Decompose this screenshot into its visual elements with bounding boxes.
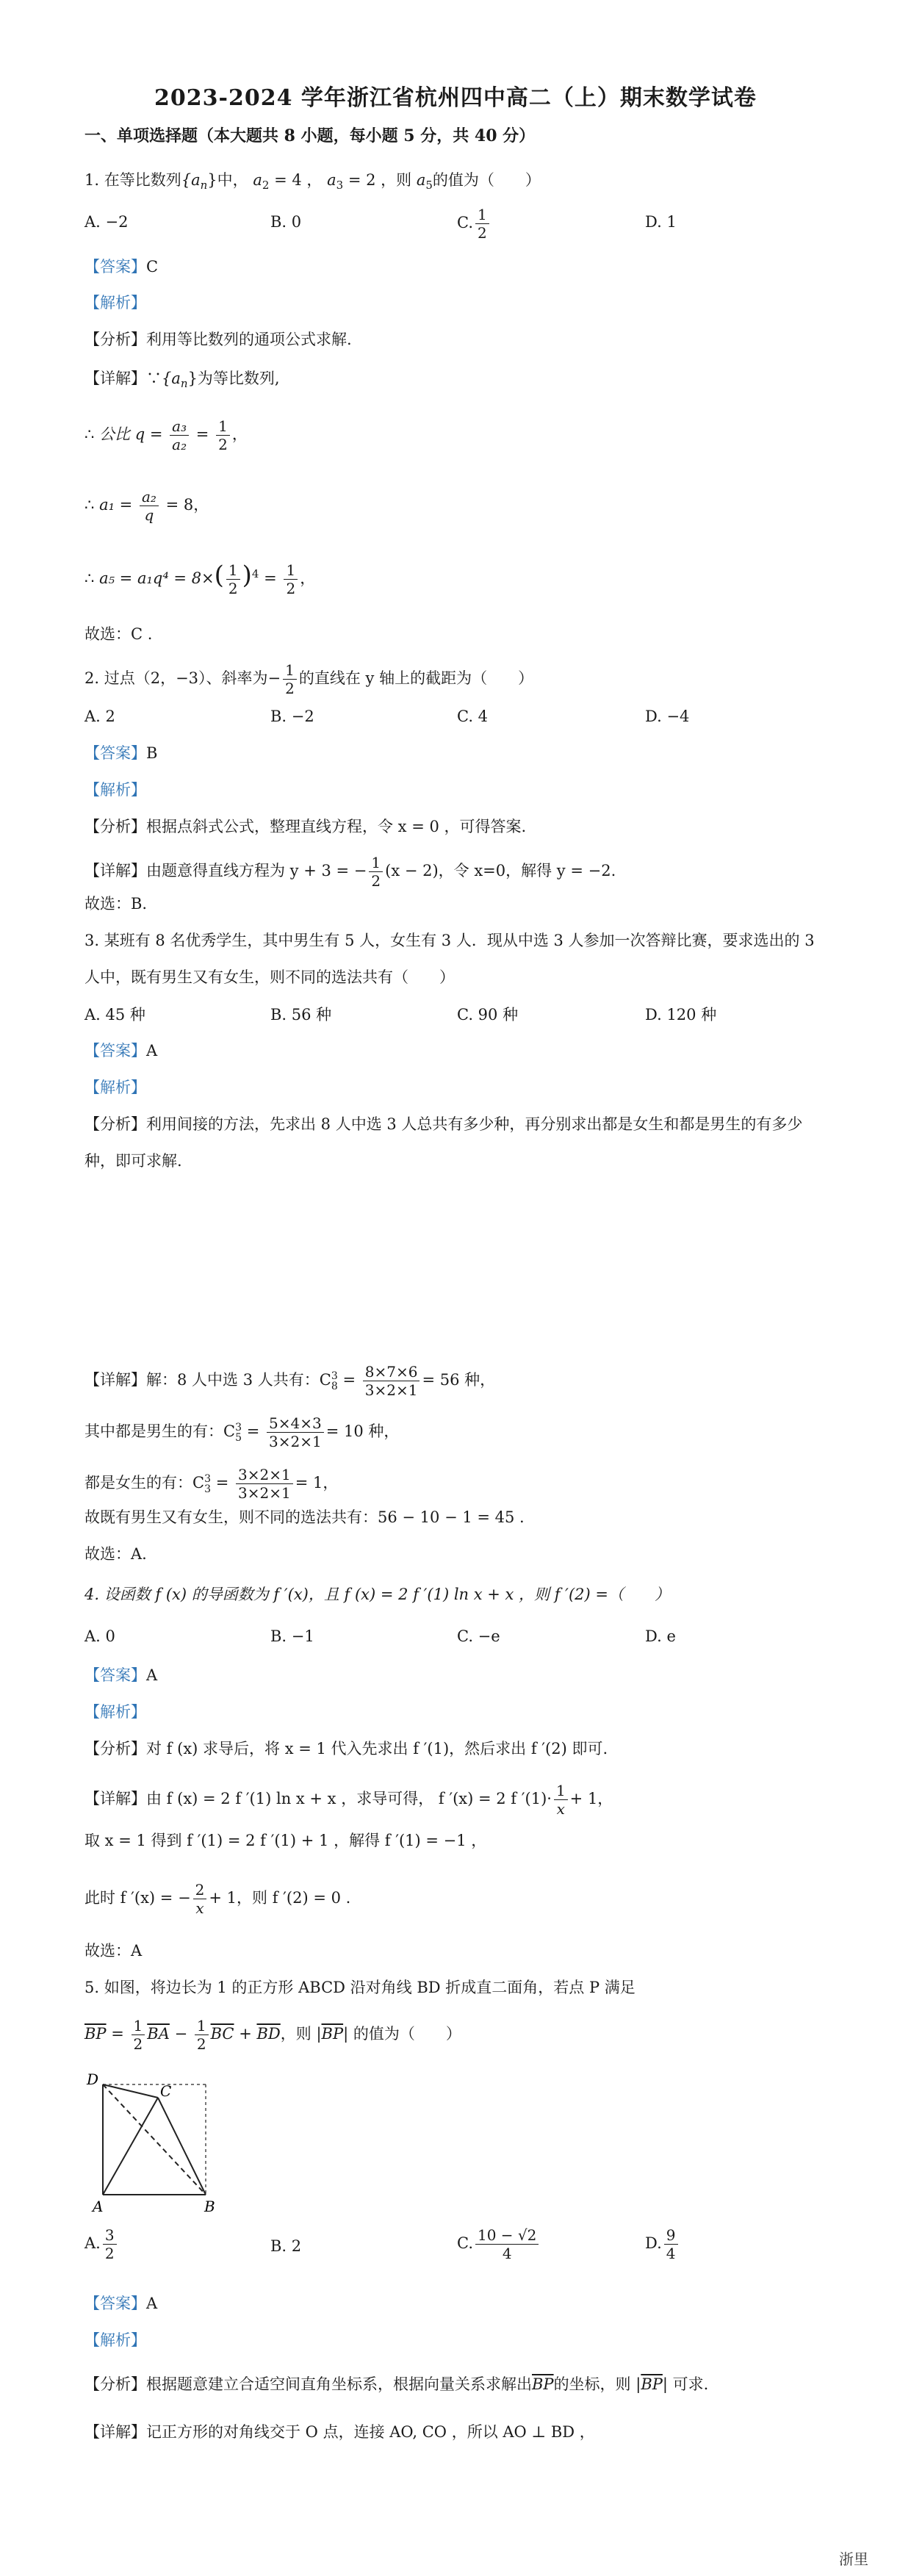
q2-stem: 2. 过点（2，−3）、斜率为− $\frac{1}{2}$ 的直线在 y 轴上的截距为（ ） xyxy=(84,661,534,697)
q5-stem-line1: 5. 如图，将边长为 1 的正方形 ABCD 沿对角线 BD 折成直二面角，若点 P 满足 xyxy=(84,1979,635,1996)
q4-detail-3: 此时 f ′(x) = − $\frac{2}{x}$ + 1，则 f ′(2) = 0 . xyxy=(84,1881,351,1917)
q1-option-c: C. $\frac{1}{2}$ xyxy=(457,206,491,242)
q2-conclusion: 故选：B. xyxy=(84,895,148,913)
q4-fenxi: 【分析】对 f (x) 求导后，将 x = 1 代入先求出 f ′(1)，然后求出 f ′(2) 即可. xyxy=(84,1740,608,1757)
q4-stem: 4. 设函数 f (x) 的导函数为 f ′(x)，且 f (x) = 2 f ′(1) ln x + x ，则 f ′(2) =（ ） xyxy=(84,1586,670,1603)
q4-detail-2: 取 x = 1 得到 f ′(1) = 2 f ′(1) + 1 ，解得 f ′(1) = −1 ， xyxy=(84,1832,487,1849)
q2-option-c: C. 4 xyxy=(457,708,489,725)
q3-fenxi-line1: 【分析】利用间接的方法，先求出 8 人中选 3 人总共有多少种，再分别求出都是女生和都是男生的有多少 xyxy=(84,1115,803,1133)
q4-option-d: D. e xyxy=(645,1627,676,1645)
q3-option-b: B. 56 种 xyxy=(270,1006,332,1023)
q5-option-a: A. $\frac{3}{2}$ xyxy=(84,2226,119,2262)
q5-fenxi: 【分析】根据题意建立合适空间直角坐标系，根据向量关系求解出$\overline{BP}$的坐标，则 $|\overline{BP}|$ 可求. xyxy=(84,2375,709,2393)
q5-detail: 【详解】记正方形的对角线交于 O 点，连接 AO, CO ，所以 AO ⊥ BD ， xyxy=(84,2423,595,2441)
fig-edge-db-dashed xyxy=(103,2084,206,2195)
q2-fenxi: 【分析】根据点斜式公式，整理直线方程，令 x = 0 ，可得答案. xyxy=(84,818,527,835)
fig-edge-dc xyxy=(103,2084,158,2098)
q4-analysis-label: 【解析】 xyxy=(84,1703,146,1721)
q3-option-a: A. 45 种 xyxy=(84,1006,145,1023)
q1-detail-1: 【详解】$\because\{a_n\}$为等比数列, xyxy=(84,370,280,391)
q4-answer: 【答案】A xyxy=(84,1666,158,1684)
q3-detail-4: 故既有男生又有女生，则不同的选法共有：56 − 10 − 1 = 45 . xyxy=(84,1508,525,1526)
section-heading: 一、单项选择题（本大题共 8 小题，每小题 5 分，共 40 分） xyxy=(84,126,536,145)
page-footer: 浙里 xyxy=(839,2550,868,2568)
fig-edge-ca xyxy=(103,2098,158,2195)
q1-conclusion: 故选：C . xyxy=(84,625,153,643)
fig-edge-cb xyxy=(158,2098,206,2195)
q4-detail-1: 【详解】由 f (x) = 2 f ′(1) ln x + x ，求导可得， f ′(x) = 2 f ′(1)· $\frac{1}{x}$ + 1， xyxy=(84,1782,613,1818)
q2-option-a: A. 2 xyxy=(84,708,115,725)
q2-analysis-label: 【解析】 xyxy=(84,781,146,799)
q3-answer: 【答案】A xyxy=(84,1042,158,1059)
q3-option-c: C. 90 种 xyxy=(457,1006,519,1023)
fig-label-b: B xyxy=(204,2198,215,2215)
q1-detail-2: ∴ 公比 q = $\frac{\text{a₃}}{\text{a₂}}$ = $\frac{1}{2}$ ， xyxy=(84,417,248,453)
page-title: 2023-2024 学年浙江省杭州四中高二（上）期末数学试卷 xyxy=(154,85,757,111)
q4-option-b: B. −1 xyxy=(270,1627,314,1645)
q5-option-c: C. $\frac{10 - √2}{4}$ xyxy=(457,2226,541,2262)
fig-label-c: C xyxy=(160,2082,172,2100)
q5-answer: 【答案】A xyxy=(84,2295,158,2312)
q2-answer: 【答案】B xyxy=(84,744,158,762)
q3-fenxi-line2: 种，即可求解. xyxy=(84,1152,182,1170)
fig-label-a: A xyxy=(93,2198,104,2215)
q2-detail: 【详解】由题意得直线方程为 y + 3 = − $\frac{1}{2}$ (x − 2)，令 x=0，解得 y = −2. xyxy=(84,854,616,890)
q5-option-d: D. $\frac{9}{4}$ xyxy=(645,2226,680,2262)
q1-option-a: A. −2 xyxy=(84,213,129,231)
q5-option-b: B. 2 xyxy=(270,2237,302,2255)
q5-stem-line2: $\overline{BP}$ = $\frac{1}{2}$ $\overline{BA}$ − $\frac{1}{2}$ $\overline{BC} + \overline{BD}$，则 $|\overline{BP}|$ 的值为（ ） xyxy=(84,2017,461,2053)
q1-detail-3: ∴ a₁ = $\frac{\text{a₂}}{q}$ = 8， xyxy=(84,488,209,524)
q3-option-d: D. 120 种 xyxy=(645,1006,717,1023)
q1-fenxi: 【分析】利用等比数列的通项公式求解. xyxy=(84,331,352,348)
q3-stem-line2: 人中，既有男生又有女生，则不同的选法共有（ ） xyxy=(84,968,455,986)
q1-answer: 【答案】C xyxy=(84,258,159,276)
q1-detail-4: ∴ a₅ = a₁q⁴ = 8×( $\frac{1}{2}$ )$^4$ = $\frac{1}{2}$ ， xyxy=(84,561,316,597)
fig-label-d: D xyxy=(87,2070,99,2088)
q3-stem-line1: 3. 某班有 8 名优秀学生，其中男生有 5 人，女生有 3 人．现从中选 3 人参加一次答辩比赛，要求选出的 3 xyxy=(84,932,815,949)
q3-conclusion: 故选：A. xyxy=(84,1545,147,1563)
q2-option-b: B. −2 xyxy=(270,708,314,725)
q1-analysis-label: 【解析】 xyxy=(84,294,146,312)
q5-analysis-label: 【解析】 xyxy=(84,2331,146,2349)
q1-option-b: B. 0 xyxy=(270,213,302,231)
q1-option-d: D. 1 xyxy=(645,213,677,231)
q4-conclusion: 故选：A xyxy=(84,1942,143,1960)
q3-analysis-label: 【解析】 xyxy=(84,1079,146,1096)
q3-detail-1: 【详解】解：8 人中选 3 人共有：C 3 8 = $\frac{8\times 7\times 6}{3\times 2\times 1}$ = 56 种， xyxy=(84,1363,496,1399)
q2-option-d: D. −4 xyxy=(645,708,690,725)
q5-figure xyxy=(81,2068,228,2215)
q4-option-c: C. −e xyxy=(457,1627,500,1645)
q1-stem: 1. 在等比数列$\{a_n\}$中， $a_2 = 4$ ， $a_3 = 2$ ，则 $a_5$的值为（ ） xyxy=(84,171,541,193)
q4-option-a: A. 0 xyxy=(84,1627,115,1645)
q3-detail-2: 其中都是男生的有：C 3 5 = $\frac{5\times 4\times 3}{3\times 2\times 1}$ = 10 种， xyxy=(84,1414,400,1450)
q3-detail-3: 都是女生的有：C 3 3 = $\frac{3\times 2\times 1}{3\times 2\times 1}$ = 1， xyxy=(84,1466,339,1502)
